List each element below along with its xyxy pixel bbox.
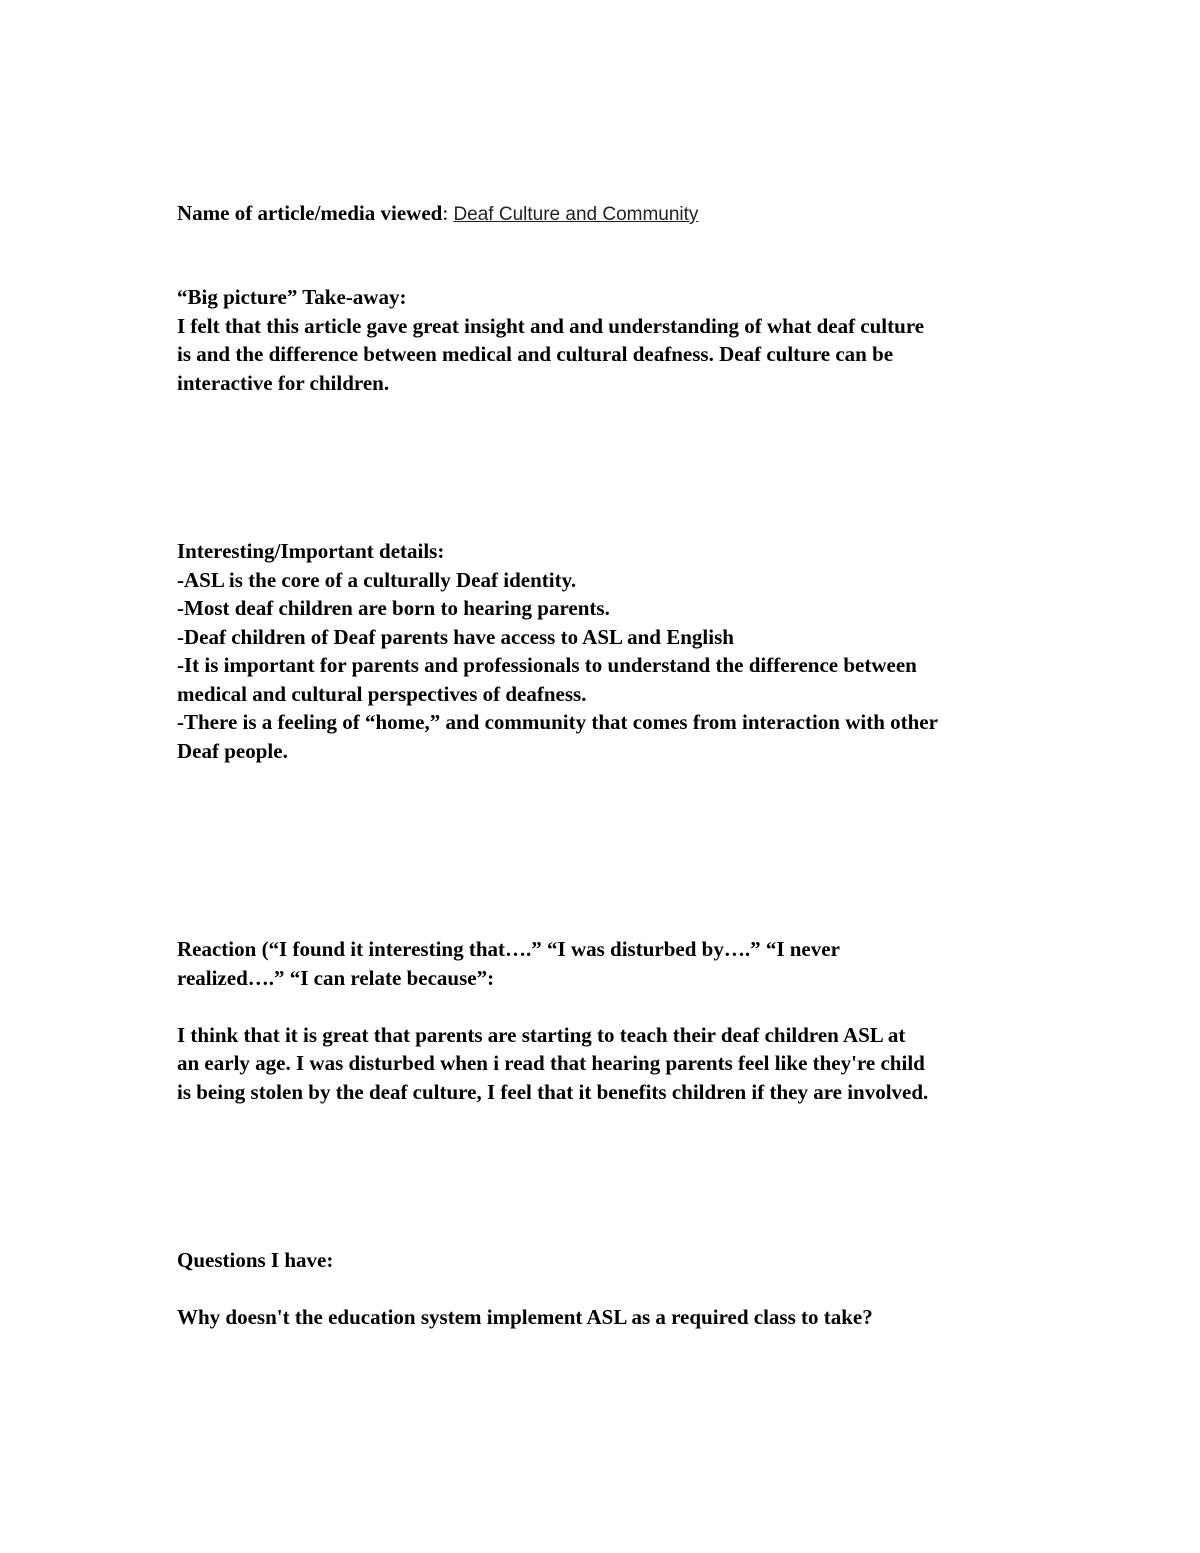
questions-section: [177, 1246, 1037, 1332]
questions-spacer: [177, 1275, 1037, 1304]
takeaway-line: I felt that this article gave great insight and and understanding of what deaf culture: [177, 313, 925, 338]
details-line: -Deaf children of Deaf parents have access to ASL and English: [177, 624, 734, 649]
reaction-line: an early age. I was disturbed when i read that hearing parents feel like they're child: [177, 1051, 925, 1075]
article-title-link[interactable]: Deaf Culture and Community: [453, 204, 699, 225]
reaction-spacer: [177, 992, 1037, 1021]
details-line: medical and cultural perspectives of deafness.: [177, 681, 587, 706]
details-heading: Interesting/Important details:: [177, 539, 445, 563]
takeaway-line: interactive for children.: [177, 370, 390, 395]
reaction-heading: Reaction (“I found it interesting that….” “I was disturbed by….” “I never: [177, 937, 840, 961]
takeaway-section: [177, 283, 1037, 397]
reaction-line: I think that it is great that parents are starting to teach their deaf children ASL at: [177, 1022, 906, 1047]
details-section: [177, 537, 1037, 765]
takeaway-line: is and the difference between medical and cultural deafness. Deaf culture can be: [177, 342, 894, 366]
questions-line: Why doesn't the education system implement ASL as a required class to take?: [177, 1305, 873, 1329]
details-line: -ASL is the core of a culturally Deaf identity.: [177, 567, 577, 592]
questions-heading: Questions I have:: [177, 1248, 334, 1272]
article-label: Name of article/media viewed: [177, 201, 443, 225]
article-colon: :: [442, 201, 449, 225]
reaction-section: [177, 935, 1037, 1106]
details-line: -There is a feeling of “home,” and community that comes from interaction with other: [177, 710, 938, 734]
article-header: [177, 199, 698, 229]
details-line: -Most deaf children are born to hearing parents.: [177, 596, 610, 620]
details-line: Deaf people.: [177, 738, 288, 763]
reaction-heading: realized….” “I can relate because”:: [177, 965, 495, 990]
takeaway-heading: “Big picture” Take-away:: [177, 285, 407, 309]
reaction-line: is being stolen by the deaf culture, I feel that it benefits children if they are involved.: [177, 1079, 929, 1104]
details-line: -It is important for parents and professionals to understand the difference between: [177, 653, 917, 677]
